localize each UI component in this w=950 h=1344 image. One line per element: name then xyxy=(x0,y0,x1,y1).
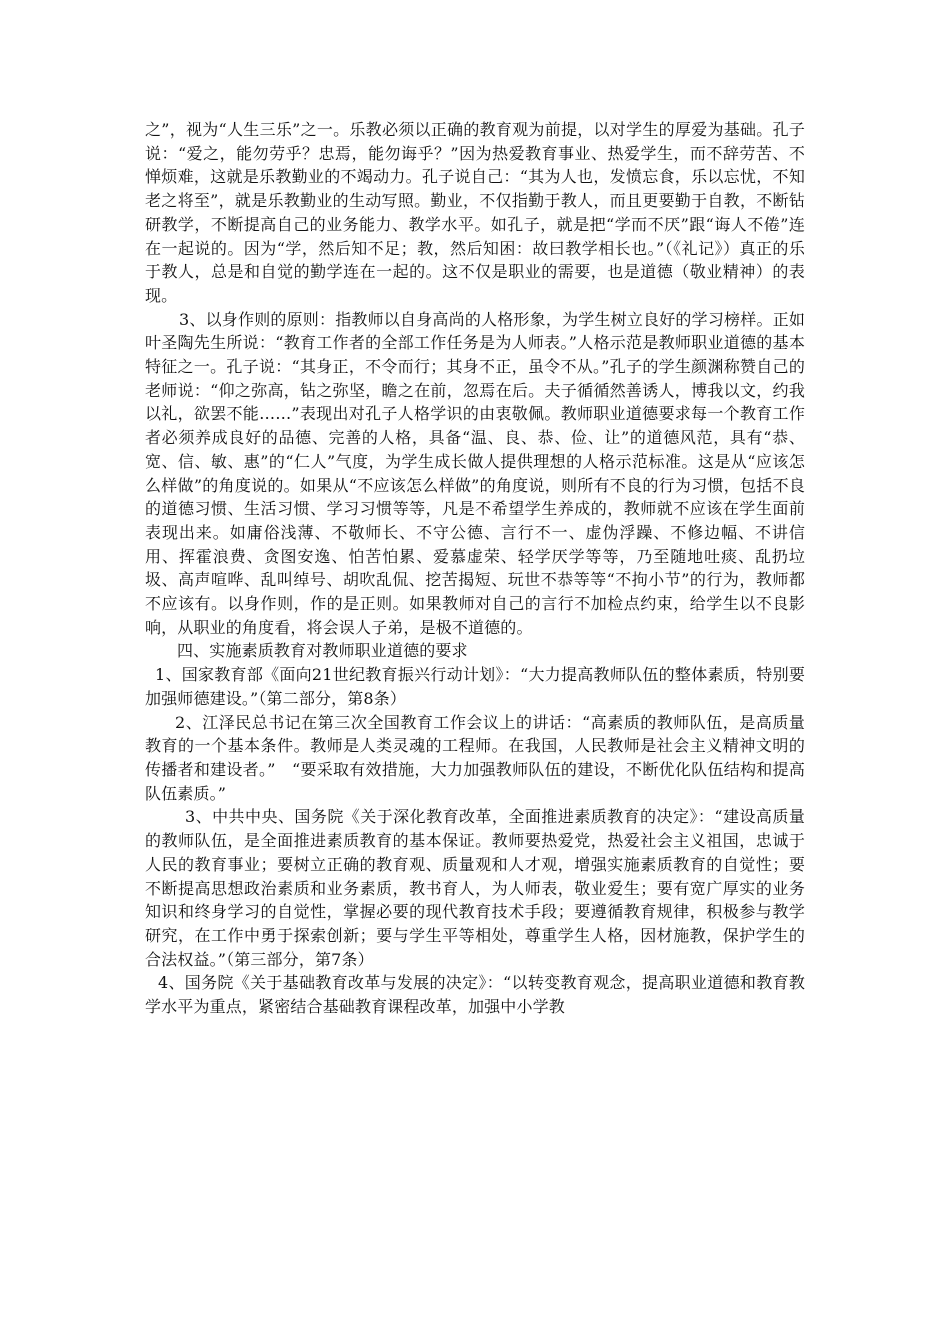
section-heading-4: 四、实施素质教育对教师职业道德的要求 xyxy=(177,641,468,661)
paragraph-requirement-1: 1、国家教育部《面向21世纪教育振兴行动计划》：“大力提高教师队伍的整体素质，特别要加强师德建设。”（第二部分，第8条） xyxy=(145,665,805,708)
paragraph-principle-3-yi-shen-zuo-ze: 3、以身作则的原则：指教师以自身高尚的人格形象，为学生树立良好的学习榜样。正如叶圣陶先生所说：“教育工作者的全部工作任务是为人师表。”人格示范是教师职业道德的基本特征之一。孔子说：“其身正，不令而行；其身不正，虽令不从。”孔子的学生颜渊称赞自己的老师说：“仰之弥高，钻之弥坚，瞻之在前，忽焉在后。夫子循循然善诱人，博我以文，约我以礼，欲罢不能……”表现出对孔子人格学识的由衷敬佩。教师职业道德要求每一个教育工作者必须养成良好的品德、完善的人格，具备“温、良、恭、俭、让”的道德风范，具有“恭、宽、信、敏、惠”的“仁人”气度，为学生成长做人提供理想的人格示范标准。这是从“应该怎么样做”的角度说的。如果从“不应该怎么样做”的角度说，则所有不良的行为习惯，包括不良的道德习惯、生活习惯、学习习惯等等，凡是不希望学生养成的，教师就不应该在学生面前表现出来。如庸俗浅薄、不敬师长、不守公德、言行不一、虚伪浮躁、不修边幅、不讲信用、挥霍浪费、贪图安逸、怕苦怕累、爱慕虚荣、轻学厌学等等，乃至随地吐痰、乱扔垃圾、高声喧哗、乱叫绰号、胡吹乱侃、挖苦揭短、玩世不恭等等“不拘小节”的行为，教师都不应该有。以身作则，作的是正则。如果教师对自己的言行不加检点约束，给学生以不良影响，从职业的角度看，将会误人子弟，是极不道德的。 xyxy=(145,309,805,637)
document-page xyxy=(145,118,805,1019)
paragraph-requirement-4: 4、国务院《关于基础教育改革与发展的决定》：“以转变教育观念，提高职业道德和教育教学水平为重点，紧密结合基础教育课程改革，加强中小学教 xyxy=(145,973,805,1017)
paragraph-le-jiao-qin-ye: 之”，视为“人生三乐”之一。乐教必须以正确的教育观为前提，以对学生的厚爱为基础。孔子说：“爱之，能勿劳乎？忠焉，能勿诲乎？”因为热爱教育事业、热爱学生，而不辞劳苦、不惮烦难，这就是乐教勤业的不竭动力。孔子说自己：“其为人也，发愤忘食，乐以忘忧，不知老之将至”，就是乐教勤业的生动写照。勤业，不仅指勤于教人，而且更要勤于自教，不断钻研教学，不断提高自己的业务能力、教学水平。如孔子，就是把“学而不厌”跟“诲人不倦”连在一起说的。因为“学，然后知不足；教，然后知困：故曰教学相长也。”（《礼记》）真正的乐于教人，总是和自觉的勤学连在一起的。这不仅是职业的需要，也是道德（敬业精神）的表现。 xyxy=(145,120,805,305)
paragraph-requirement-2: 2、江泽民总书记在第三次全国教育工作会议上的讲话：“高素质的教师队伍，是高质量教育的一个基本条件。教师是人类灵魂的工程师。在我国，人民教师是社会主义精神文明的传播者和建设者。” “要采取有效措施，大力加强教师队伍的建设，不断优化队伍结构和提高队伍素质。” xyxy=(145,712,805,803)
paragraph-requirement-3: 3、中共中央、国务院《关于深化教育改革，全面推进素质教育的决定》：“建设高质量的教师队伍，是全面推进素质教育的基本保证。教师要热爱党，热爱社会主义祖国，忠诚于人民的教育事业；要树立正确的教育观、质量观和人才观，增强实施素质教育的自觉性；要不断提高思想政治素质和业务素质，教书育人，为人师表，敬业爱生；要有宽广厚实的业务知识和终身学习的自觉性，掌握必要的现代教育技术手段；要遵循教育规律，积极参与教学研究，在工作中勇于探索创新；要与学生平等相处，尊重学生人格，因材施教，保护学生的合法权益。”（第三部分，第7条） xyxy=(145,807,805,969)
